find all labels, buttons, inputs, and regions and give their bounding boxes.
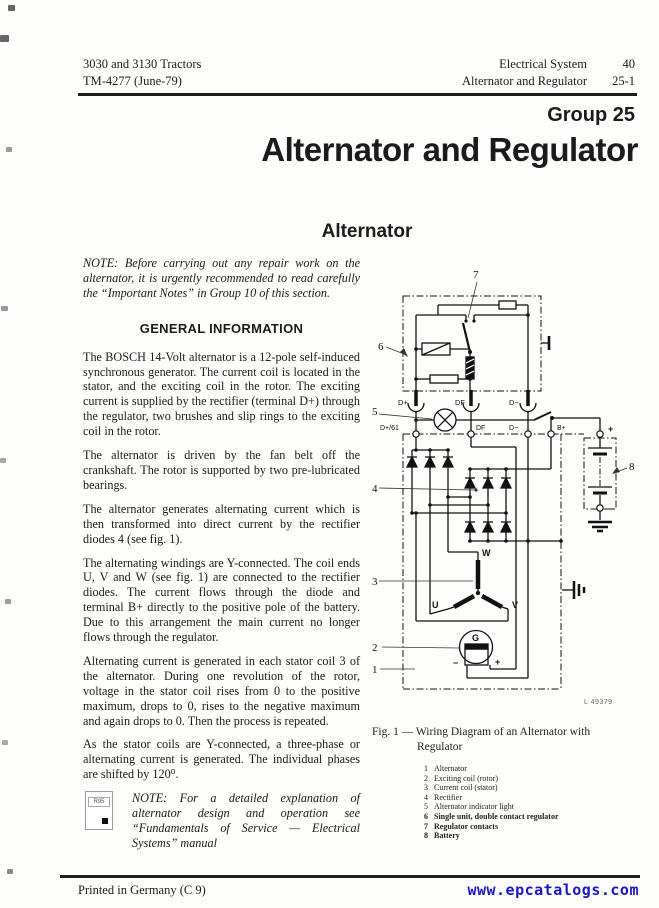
regulator-terminal-df: DF <box>455 398 465 407</box>
scan-artifact <box>1 306 8 311</box>
regulator-terminal-dplus: D+ <box>398 398 408 407</box>
stator-w-label: W <box>482 548 491 558</box>
body-paragraph: Alternating current is generated in each stator coil 3 of the alternator. During one revolution of the rotor, voltage in the stator coil rises from 0 to the positive maximum, drops to 0, rises to the negative maximum and again drops to 0. Then the process is repeated. <box>83 653 360 728</box>
legend-item <box>424 802 559 812</box>
wiring-diagram-figure <box>370 257 655 717</box>
diagram-label-6: 6 <box>378 341 384 353</box>
diagram-label-4: 4 <box>372 483 378 495</box>
general-information-heading: GENERAL INFORMATION <box>139 320 304 336</box>
header-system: Electrical System <box>499 57 587 71</box>
watermark-link[interactable]: www.epcatalogs.com <box>467 881 639 899</box>
legend-label: Battery <box>434 831 460 841</box>
legend-number: 5 <box>424 802 428 812</box>
manual-number: TM-4277 (June-79) <box>83 74 182 88</box>
legend-item <box>424 774 559 784</box>
body-paragraph: The BOSCH 14-Volt alternator is a 12-pole self-induced synchronous generator. The current coil is located in the stator, and the exciting coil in the rotor. The exciting current is supplied by the rectifier (terminal D+) through the regulator, two brushes and slip rings to the exciting coil in the rotor. <box>83 349 360 439</box>
connector-df: DF <box>476 425 486 432</box>
body-column <box>83 256 360 851</box>
manual-models: 3030 and 3130 Tractors <box>83 57 202 71</box>
header-left <box>83 56 201 90</box>
legend-number: 4 <box>424 792 428 802</box>
scan-artifact <box>6 147 12 152</box>
stator-u-label: U <box>432 600 439 610</box>
regulator-terminal-dminus: D− <box>509 398 519 407</box>
legend-item <box>424 764 559 774</box>
legend-item <box>424 812 559 822</box>
group-title: Group 25 <box>547 104 635 126</box>
connector-dplus61: D+/61 <box>380 425 399 432</box>
scan-artifact <box>7 869 13 874</box>
legend-item <box>424 822 559 832</box>
page-title: Alternator and Regulator <box>261 131 638 168</box>
legend-number: 2 <box>424 773 428 783</box>
connector-bplus: B+ <box>557 425 566 432</box>
scan-artifact <box>8 5 15 11</box>
legend-number: 7 <box>424 821 428 831</box>
legend-label: Alternator <box>434 764 467 773</box>
scan-artifact <box>0 458 6 463</box>
figure-caption-line2: Regulator <box>417 741 463 753</box>
rotor-g-label: G <box>472 633 480 643</box>
note-paragraph-2: NOTE: For a detailed explanation of alternator design and operation see “Fundamentals of Service — Electrical Systems” manual <box>132 791 360 850</box>
legend-item <box>424 783 559 793</box>
note-paragraph: NOTE: Before carrying out any repair work on the alternator, it is urgently recommended to read carefully the “Important Notes” in Group 10 of this section. <box>83 256 360 300</box>
header-page-40: 40 <box>622 57 635 71</box>
manual-stamp-icon <box>85 791 113 830</box>
body-paragraph: As the stator coils are Y-connected, a three-phase or alternating current is generated. The individual phases are shifted by 120⁰. <box>83 737 360 782</box>
note-with-stamp <box>83 791 360 851</box>
figure-caption-line1: Fig. 1 — Wiring Diagram of an Alternator with <box>372 726 591 738</box>
legend-label: Single unit, double contact regulator <box>434 811 559 821</box>
scan-artifact <box>2 740 8 745</box>
header-rule <box>78 93 637 96</box>
legend-number: 8 <box>424 831 428 841</box>
diagram-label-3: 3 <box>372 576 378 588</box>
figure-caption <box>372 725 590 755</box>
body-paragraph: The alternating windings are Y-connected. The coil ends U, V and W (see fig. 1) are connected to the rectifier diodes. The current flows through the diode and terminal B+ directly to the positive pole of the battery. Due to this arrangement the main current no longer flows through the regulator. <box>83 555 360 645</box>
legend-label: Rectifier <box>434 792 462 802</box>
stamp-square <box>102 818 108 824</box>
legend-label: Exciting coil (rotor) <box>434 773 498 783</box>
section-title: Alternator <box>321 221 413 242</box>
battery-minus-label: − <box>609 504 615 514</box>
body-paragraph: The alternator generates alternating current which is then transformed into direct current by the rectifier diodes 4 (see fig. 1). <box>83 501 360 546</box>
legend-number: 1 <box>424 764 428 773</box>
rotor-minus-label: − <box>453 658 459 668</box>
legend-label: Current coil (stator) <box>434 783 498 793</box>
legend-item <box>424 831 559 841</box>
figure-legend <box>424 764 559 841</box>
diagram-label-2: 2 <box>372 642 378 654</box>
legend-label: Regulator contacts <box>434 821 499 831</box>
stator-v-label: V <box>512 600 519 610</box>
legend-item <box>424 793 559 803</box>
diagram-label-1: 1 <box>372 664 378 676</box>
legend-label: Alternator indicator light <box>434 802 514 812</box>
connector-dminus: D− <box>509 425 519 432</box>
footer-rule <box>60 875 640 878</box>
diagram-label-5: 5 <box>372 406 378 418</box>
body-paragraph: The alternator is driven by the fan belt off the crankshaft. The rotor is supported by two pre-lubricated bearings. <box>83 448 360 492</box>
diagram-label-7: 7 <box>473 269 479 281</box>
scan-artifact <box>5 599 11 604</box>
diagram-label-8: 8 <box>629 461 635 473</box>
rotor-plus-label: + <box>495 657 501 667</box>
stamp-label: R95 <box>88 797 110 807</box>
header-section: Alternator and Regulator <box>462 74 587 88</box>
printed-in-note: Printed in Germany (C 9) <box>78 883 206 897</box>
figure-reference-number: L 49379 <box>584 699 613 706</box>
header-page-25-1: 25-1 <box>612 74 635 88</box>
legend-number: 3 <box>424 783 428 793</box>
battery-plus-label: + <box>608 424 614 434</box>
header-right <box>462 56 635 90</box>
scan-artifact <box>0 35 9 42</box>
legend-number: 6 <box>424 811 428 821</box>
